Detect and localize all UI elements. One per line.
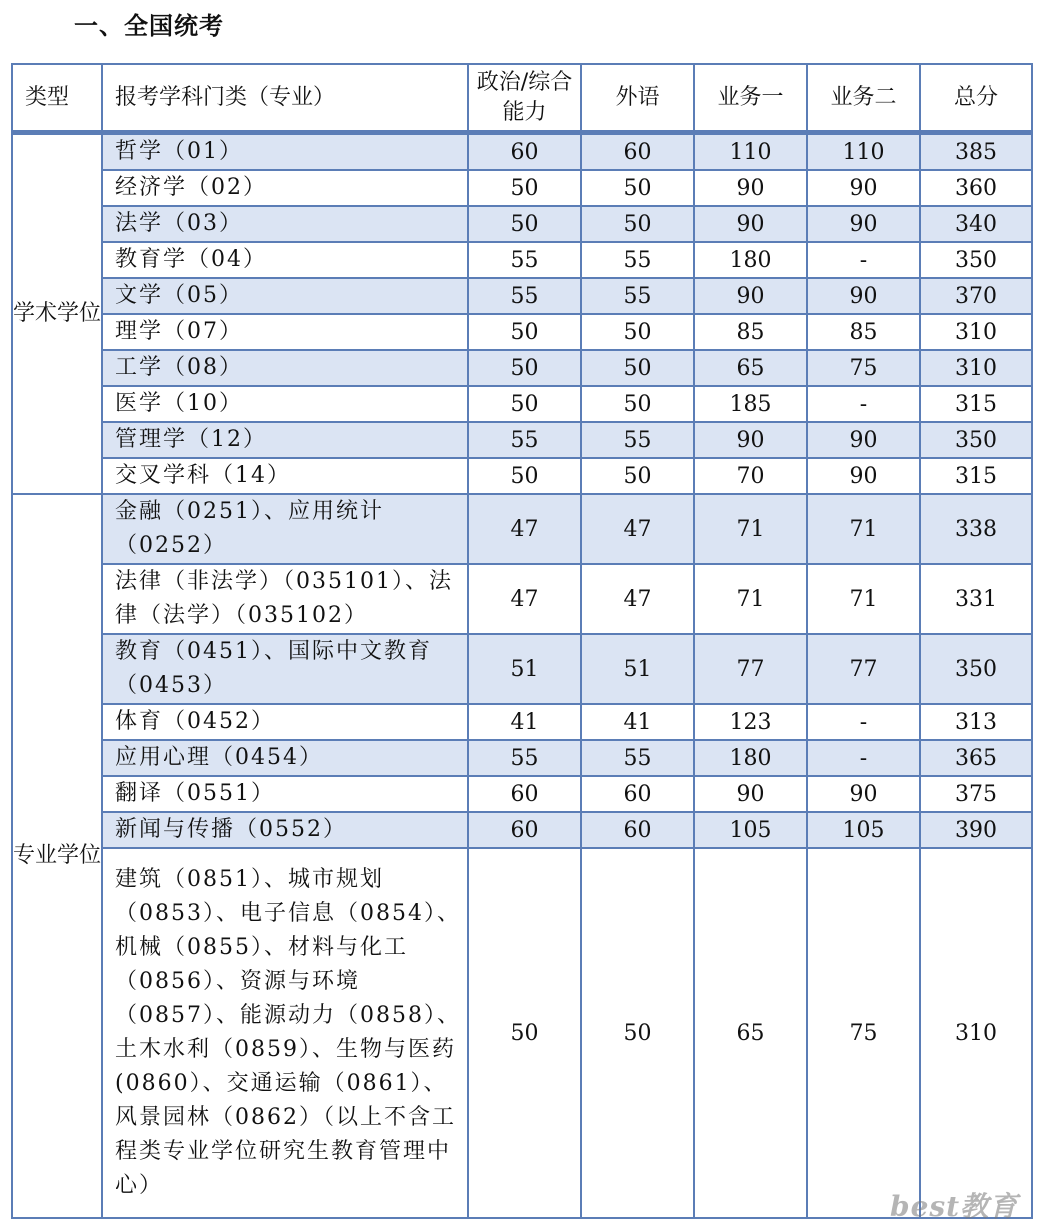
politics-score-cell: 60 <box>468 812 581 848</box>
politics-score-cell: 55 <box>468 740 581 776</box>
course2-score-cell: 90 <box>807 170 920 206</box>
table-row <box>12 776 1032 812</box>
subject-cell: 建筑（0851）、城市规划（0853）、电子信息（0854）、机械（0855）、材料与化工（0856）、资源与环境（0857）、能源动力（0858）、土木水利（0859）、生物与医药(0860）、交通运输（0861）、风景园林（0862）（以上不含工程类专业学位研究生教育管理中心） <box>102 848 468 1218</box>
header-course1: 业务一 <box>694 64 807 133</box>
table-row <box>12 386 1032 422</box>
subject-cell: 文学（05） <box>102 278 468 314</box>
total-score-cell: 390 <box>920 812 1032 848</box>
course2-score-cell: 71 <box>807 494 920 564</box>
language-score-cell: 60 <box>581 812 694 848</box>
language-score-cell: 50 <box>581 206 694 242</box>
politics-score-cell: 51 <box>468 634 581 704</box>
header-subject: 报考学科门类（专业） <box>102 64 468 133</box>
total-score-cell: 385 <box>920 133 1032 171</box>
total-score-cell: 365 <box>920 740 1032 776</box>
table-row <box>12 812 1032 848</box>
politics-score-cell: 47 <box>468 564 581 634</box>
total-score-cell: 310 <box>920 350 1032 386</box>
politics-score-cell: 50 <box>468 170 581 206</box>
category-label: 学术学位 <box>13 301 102 326</box>
politics-score-cell: 55 <box>468 278 581 314</box>
total-score-cell: 350 <box>920 634 1032 704</box>
header-language: 外语 <box>581 64 694 133</box>
course2-score-cell: 90 <box>807 422 920 458</box>
language-score-cell: 41 <box>581 704 694 740</box>
language-score-cell: 50 <box>581 386 694 422</box>
course2-score-cell: 75 <box>807 848 920 1218</box>
course1-score-cell: 90 <box>694 170 807 206</box>
header-type: 类型 <box>12 64 102 133</box>
total-score-cell: 338 <box>920 494 1032 564</box>
category-cell <box>12 133 102 495</box>
table-row <box>12 133 1032 171</box>
subject-cell: 管理学（12） <box>102 422 468 458</box>
course1-score-cell: 180 <box>694 242 807 278</box>
subject-cell: 体育（0452） <box>102 704 468 740</box>
total-score-cell: 310 <box>920 848 1032 1218</box>
table-row <box>12 848 1032 1218</box>
course1-score-cell: 70 <box>694 458 807 494</box>
category-cell <box>12 494 102 1218</box>
course2-score-cell: 90 <box>807 776 920 812</box>
language-score-cell: 55 <box>581 242 694 278</box>
table-row <box>12 740 1032 776</box>
total-score-cell: 375 <box>920 776 1032 812</box>
course1-score-cell: 77 <box>694 634 807 704</box>
course1-score-cell: 71 <box>694 494 807 564</box>
subject-cell: 教育（0451）、国际中文教育（0453） <box>102 634 468 704</box>
politics-score-cell: 50 <box>468 386 581 422</box>
course2-score-cell: 90 <box>807 278 920 314</box>
score-table <box>11 63 1033 1219</box>
language-score-cell: 50 <box>581 314 694 350</box>
table-row <box>12 350 1032 386</box>
politics-score-cell: 50 <box>468 314 581 350</box>
total-score-cell: 313 <box>920 704 1032 740</box>
page-heading: 一、全国统考 <box>74 12 224 40</box>
language-score-cell: 60 <box>581 776 694 812</box>
subject-cell: 交叉学科（14） <box>102 458 468 494</box>
subject-cell: 新闻与传播（0552） <box>102 812 468 848</box>
politics-score-cell: 60 <box>468 133 581 171</box>
table-row <box>12 494 1032 564</box>
politics-score-cell: 55 <box>468 242 581 278</box>
total-score-cell: 331 <box>920 564 1032 634</box>
table-row <box>12 242 1032 278</box>
subject-cell: 经济学（02） <box>102 170 468 206</box>
language-score-cell: 50 <box>581 170 694 206</box>
table-row <box>12 634 1032 704</box>
course2-score-cell: 77 <box>807 634 920 704</box>
course2-score-cell: 90 <box>807 206 920 242</box>
course1-score-cell: 123 <box>694 704 807 740</box>
language-score-cell: 55 <box>581 422 694 458</box>
table-row <box>12 564 1032 634</box>
table-row <box>12 314 1032 350</box>
header-politics: 政治/综合能力 <box>468 64 581 133</box>
course2-score-cell: 71 <box>807 564 920 634</box>
course2-score-cell: 85 <box>807 314 920 350</box>
language-score-cell: 55 <box>581 278 694 314</box>
politics-score-cell: 60 <box>468 776 581 812</box>
subject-cell: 教育学（04） <box>102 242 468 278</box>
politics-score-cell: 55 <box>468 422 581 458</box>
course1-score-cell: 65 <box>694 848 807 1218</box>
course2-score-cell: - <box>807 242 920 278</box>
course1-score-cell: 185 <box>694 386 807 422</box>
table-row <box>12 458 1032 494</box>
total-score-cell: 310 <box>920 314 1032 350</box>
course2-score-cell: 90 <box>807 458 920 494</box>
header-course2: 业务二 <box>807 64 920 133</box>
language-score-cell: 47 <box>581 494 694 564</box>
category-label: 专业学位 <box>13 843 102 868</box>
total-score-cell: 315 <box>920 458 1032 494</box>
subject-cell: 理学（07） <box>102 314 468 350</box>
course2-score-cell: 105 <box>807 812 920 848</box>
language-score-cell: 50 <box>581 848 694 1218</box>
subject-cell: 法学（03） <box>102 206 468 242</box>
total-score-cell: 340 <box>920 206 1032 242</box>
course1-score-cell: 90 <box>694 206 807 242</box>
header-total: 总分 <box>920 64 1032 133</box>
course1-score-cell: 90 <box>694 422 807 458</box>
course1-score-cell: 110 <box>694 133 807 171</box>
language-score-cell: 60 <box>581 133 694 171</box>
politics-score-cell: 50 <box>468 350 581 386</box>
language-score-cell: 55 <box>581 740 694 776</box>
subject-cell: 工学（08） <box>102 350 468 386</box>
language-score-cell: 50 <box>581 350 694 386</box>
total-score-cell: 350 <box>920 242 1032 278</box>
course2-score-cell: 110 <box>807 133 920 171</box>
total-score-cell: 360 <box>920 170 1032 206</box>
language-score-cell: 50 <box>581 458 694 494</box>
politics-score-cell: 50 <box>468 206 581 242</box>
subject-cell: 翻译（0551） <box>102 776 468 812</box>
language-score-cell: 51 <box>581 634 694 704</box>
score-table-container <box>11 63 1031 1215</box>
course1-score-cell: 65 <box>694 350 807 386</box>
course2-score-cell: - <box>807 704 920 740</box>
table-body <box>12 133 1032 1219</box>
table-row <box>12 704 1032 740</box>
table-row <box>12 206 1032 242</box>
course1-score-cell: 105 <box>694 812 807 848</box>
table-row <box>12 422 1032 458</box>
subject-cell: 哲学（01） <box>102 133 468 171</box>
course1-score-cell: 90 <box>694 776 807 812</box>
table-row <box>12 170 1032 206</box>
subject-cell: 金融（0251）、应用统计（0252） <box>102 494 468 564</box>
total-score-cell: 350 <box>920 422 1032 458</box>
subject-cell: 法律（非法学）（035101）、法律（法学）（035102） <box>102 564 468 634</box>
course1-score-cell: 71 <box>694 564 807 634</box>
language-score-cell: 47 <box>581 564 694 634</box>
course2-score-cell: - <box>807 740 920 776</box>
course1-score-cell: 85 <box>694 314 807 350</box>
table-row <box>12 278 1032 314</box>
subject-cell: 应用心理（0454） <box>102 740 468 776</box>
politics-score-cell: 50 <box>468 848 581 1218</box>
politics-score-cell: 50 <box>468 458 581 494</box>
politics-score-cell: 41 <box>468 704 581 740</box>
watermark: best教育 <box>890 1190 1019 1223</box>
course1-score-cell: 90 <box>694 278 807 314</box>
total-score-cell: 315 <box>920 386 1032 422</box>
total-score-cell: 370 <box>920 278 1032 314</box>
course2-score-cell: 75 <box>807 350 920 386</box>
politics-score-cell: 47 <box>468 494 581 564</box>
course1-score-cell: 180 <box>694 740 807 776</box>
subject-cell: 医学（10） <box>102 386 468 422</box>
course2-score-cell: - <box>807 386 920 422</box>
table-header-row <box>12 64 1032 133</box>
